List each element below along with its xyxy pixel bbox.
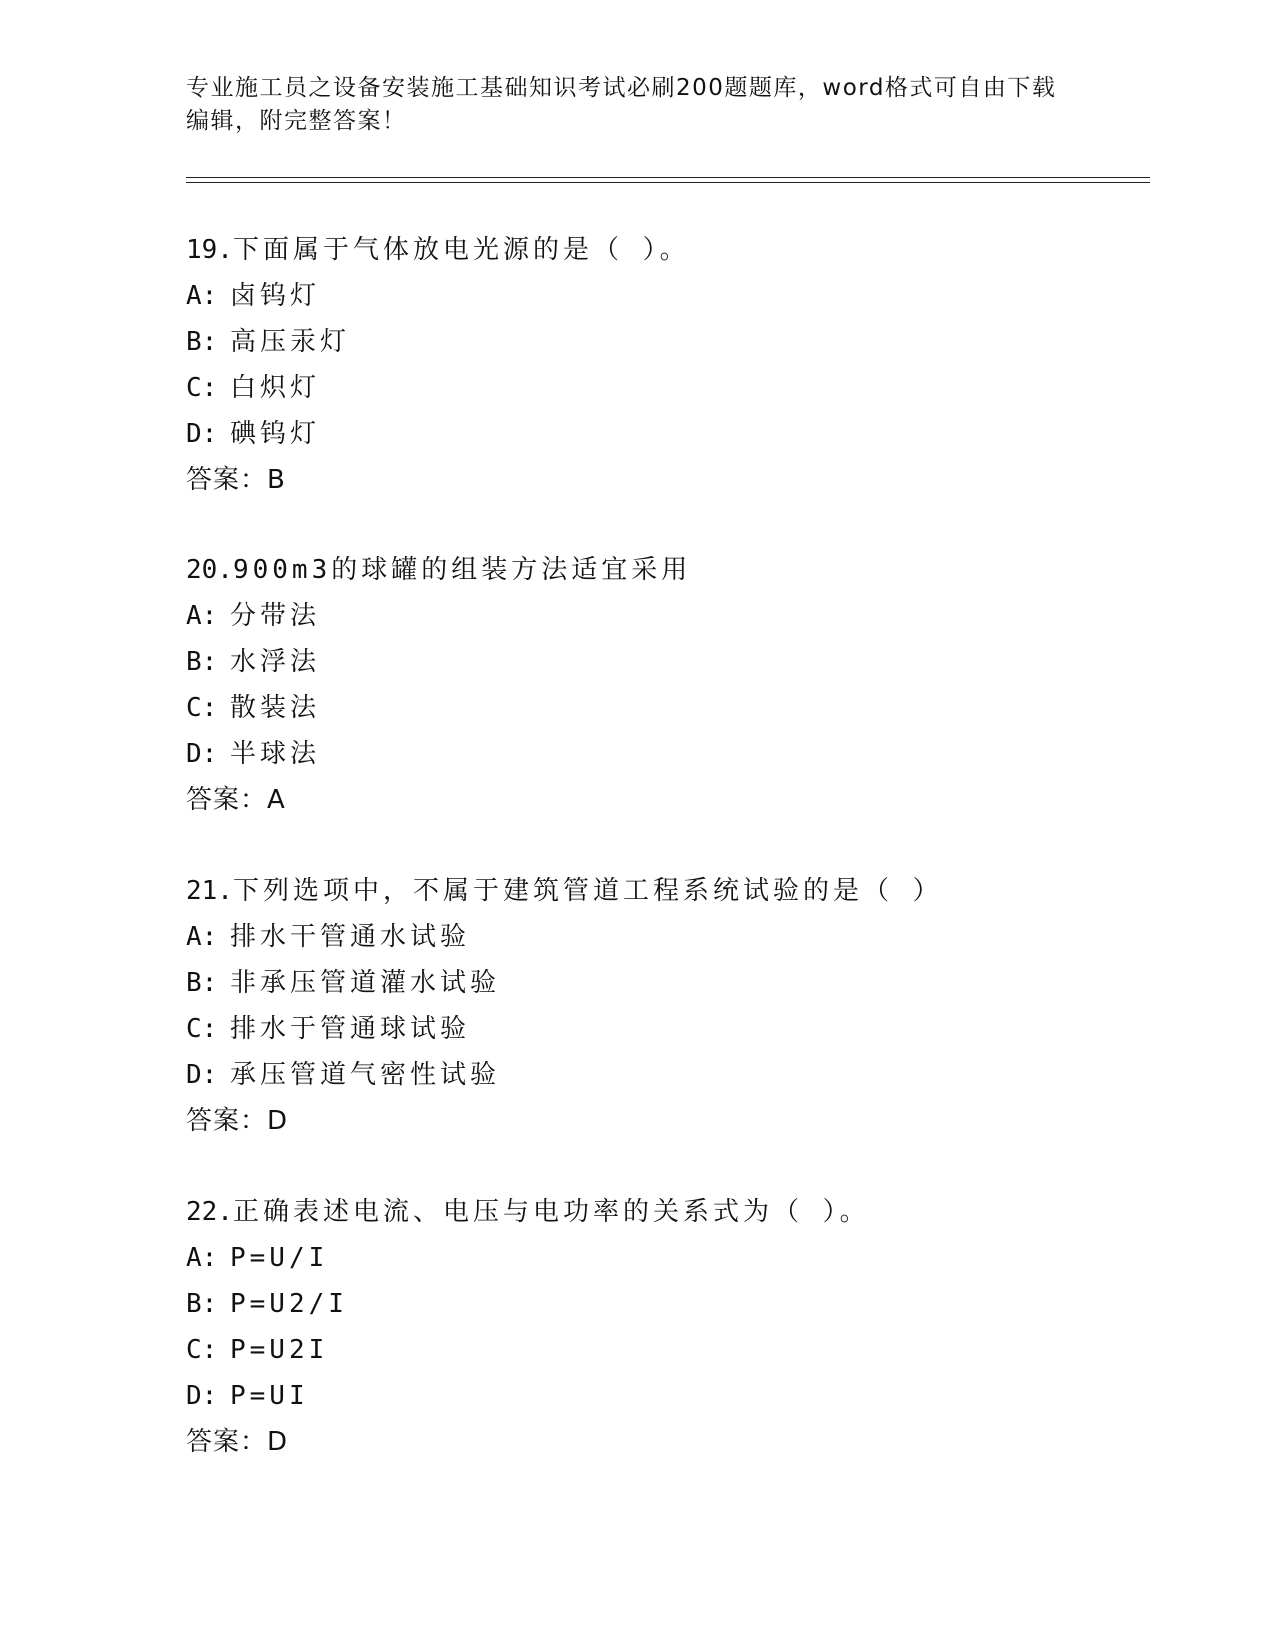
option-letter: A: [186,281,218,311]
option-text: P=U2I [230,1335,329,1365]
header-divider-top [186,177,1150,178]
option-d [186,731,1150,777]
answer-value: A [267,785,286,815]
question-number: 19. [186,235,233,265]
option-letter: D: [186,739,218,769]
question-text: 下列选项中，不属于建筑管道工程系统试验的是（ ） [232,876,943,906]
answer-label: 答案： [186,465,268,495]
option-letter: A: [186,1243,218,1273]
option-text: 碘钨灯 [230,419,321,449]
option-a [186,593,1150,639]
question-stem [186,1189,1150,1235]
answer-value: B [267,465,286,495]
option-b [186,1281,1150,1327]
option-letter: B: [186,1289,218,1319]
option-a [186,914,1150,960]
answer-value: D [267,1427,289,1457]
answer-line [186,777,1150,823]
option-text: 散装法 [230,693,321,723]
question-stem [186,868,1150,914]
option-text: 承压管道气密性试验 [230,1060,501,1090]
answer-label: 答案： [186,1427,268,1457]
option-letter: D: [186,419,218,449]
option-letter: C: [186,1014,218,1044]
option-letter: B: [186,968,218,998]
option-letter: C: [186,373,218,403]
header-divider-bottom [186,182,1150,183]
answer-line [186,1419,1150,1465]
answer-line [186,1098,1150,1144]
question-text: 900m3的球罐的组装方法适宜采用 [232,555,692,585]
header-line-1: 专业施工员之设备安装施工基础知识考试必刷200题题库，word格式可自由下载 [186,75,1057,101]
question-21 [186,868,1150,1144]
option-text: P=U2/I [230,1289,348,1319]
document-header [186,72,1066,138]
option-text: 卤钨灯 [230,281,321,311]
option-letter: C: [186,1335,218,1365]
option-letter: D: [186,1060,218,1090]
question-22 [186,1189,1150,1465]
question-number: 22. [186,1197,233,1227]
option-c [186,365,1150,411]
option-b [186,319,1150,365]
option-text: P=UI [230,1381,309,1411]
option-a [186,273,1150,319]
option-c [186,1327,1150,1373]
option-text: 非承压管道灌水试验 [230,968,501,998]
question-19 [186,227,1150,503]
option-c [186,685,1150,731]
question-stem [186,547,1150,593]
answer-label: 答案： [186,1106,268,1136]
option-text: 半球法 [230,739,321,769]
option-letter: A: [186,601,218,631]
option-d [186,1373,1150,1419]
option-text: 高压汞灯 [230,327,351,357]
option-letter: D: [186,1381,218,1411]
option-letter: B: [186,647,218,677]
answer-value: D [267,1106,289,1136]
question-number: 21. [186,876,233,906]
option-text: P=U/I [230,1243,329,1273]
option-letter: B: [186,327,218,357]
option-text: 分带法 [230,601,321,631]
option-d [186,1052,1150,1098]
option-d [186,411,1150,457]
question-20 [186,547,1150,823]
option-c [186,1006,1150,1052]
header-line-2: 编辑，附完整答案！ [186,108,407,134]
option-text: 排水于管通球试验 [230,1014,471,1044]
answer-label: 答案： [186,785,268,815]
question-text: 下面属于气体放电光源的是（ ）。 [232,235,690,265]
option-b [186,639,1150,685]
option-letter: C: [186,693,218,723]
question-number: 20. [186,555,233,585]
option-text: 排水干管通水试验 [230,922,471,952]
option-a [186,1235,1150,1281]
option-letter: A: [186,922,218,952]
question-text: 正确表述电流、电压与电功率的关系式为（ ）。 [232,1197,870,1227]
answer-line [186,457,1150,503]
option-text: 水浮法 [230,647,321,677]
question-stem [186,227,1150,273]
option-text: 白炽灯 [230,373,321,403]
option-b [186,960,1150,1006]
